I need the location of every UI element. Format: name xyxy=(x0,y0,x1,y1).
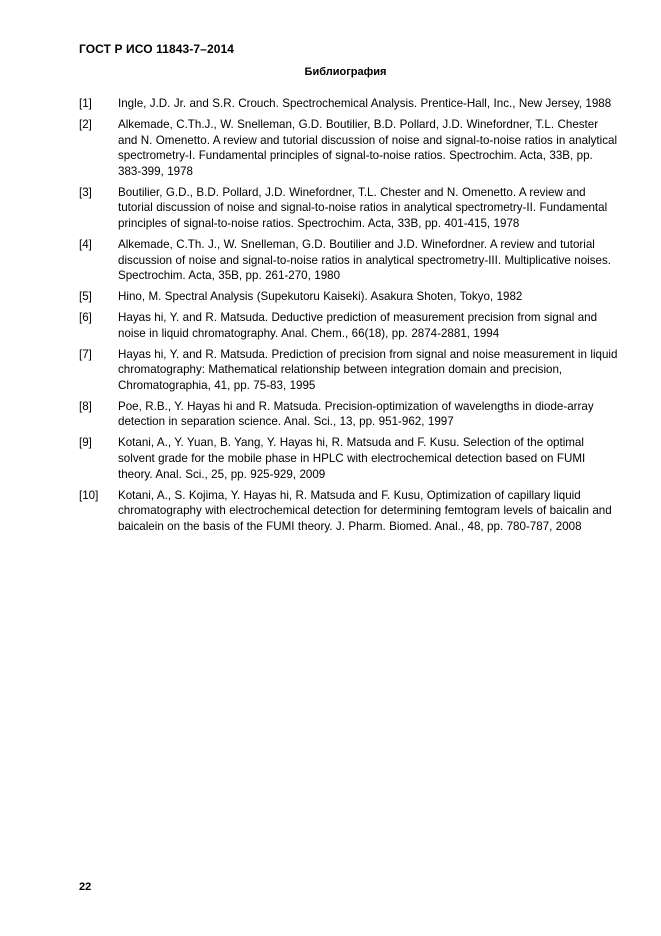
reference-item xyxy=(79,310,619,341)
reference-text: Hayas hi, Y. and R. Matsuda. Prediction of precision from signal and noise measurement in liquid chromatography: Mathematical relationship between integration domain and precision, Chromatographia, 41, pp. 75-83, 1995 xyxy=(118,347,618,392)
reference-number: [4] xyxy=(79,237,92,251)
page-number: 22 xyxy=(79,881,92,893)
reference-item xyxy=(79,488,619,535)
reference-text: Kotani, A., S. Kojima, Y. Hayas hi, R. Matsuda and F. Kusu, Optimization of capillary liquid chromatography with electrochemical detection for determining femtogram levels of baicalin and baicalein on the basis of the FUMI theory. J. Pharm. Biomed. Anal., 48, pp. 780-787, 2008 xyxy=(118,488,612,533)
reference-list xyxy=(79,96,619,540)
reference-item xyxy=(79,399,619,430)
reference-number: [6] xyxy=(79,311,92,325)
reference-number: [3] xyxy=(79,185,92,199)
reference-item xyxy=(79,435,619,482)
reference-text: Alkemade, C.Th. J., W. Snelleman, G.D. Boutilier and J.D. Winefordner. A review and tutorial discussion of noise and signal-to-noise ratios in analytical spectrometry-III. Multiplicative noises. Spectrochim. Acta, 35B, pp. 261-270, 1980 xyxy=(118,237,612,283)
reference-number: [7] xyxy=(79,347,92,361)
reference-number: [2] xyxy=(79,117,92,131)
reference-text: Poe, R.B., Y. Hayas hi and R. Matsuda. Precision-optimization of wavelengths in diode-array detection in separation science. Anal. Sci., 13, pp. 951-962, 1997 xyxy=(118,399,594,429)
reference-text: Kotani, A., Y. Yuan, B. Yang, Y. Hayas hi, R. Matsuda and F. Kusu. Selection of the optimal solvent grade for the mobile phase in HPLC with electrochemical detection based on FUMI theory. Anal. Sci., 25, pp. 925-929, 2009 xyxy=(118,436,586,481)
reference-number: [8] xyxy=(79,399,92,413)
reference-item xyxy=(79,185,619,232)
document-code: ГОСТ Р ИСО 11843-7–2014 xyxy=(79,42,235,56)
reference-number: [9] xyxy=(79,436,92,450)
reference-text: Boutilier, G.D., B.D. Pollard, J.D. Winefordner, T.L. Chester and N. Omenetto. A review and tutorial discussion of noise and signal-to-noise ratios in analytical spectrometry-II. Fundamental principles of signal-to-noise ratios. Spectrochim. Acta, 33B, pp. 401-415, 1978 xyxy=(118,185,608,230)
reference-item xyxy=(79,96,619,112)
bibliography-title: Библиография xyxy=(304,66,387,78)
reference-text: Ingle, J.D. Jr. and S.R. Crouch. Spectrochemical Analysis. Prentice-Hall, Inc., New Jersey, 1988 xyxy=(118,97,612,110)
reference-item xyxy=(79,289,619,305)
reference-number: [1] xyxy=(79,97,92,110)
reference-item xyxy=(79,117,619,179)
reference-number: [10] xyxy=(79,488,99,502)
reference-text: Hino, M. Spectral Analysis (Supekutoru Kaiseki). Asakura Shoten, Tokyo, 1982 xyxy=(118,290,523,304)
reference-text: Alkemade, C.Th.J., W. Snelleman, G.D. Boutilier, B.D. Pollard, J.D. Winefordner, T.L. Chester and N. Omenetto. A review and tutorial discussion of noise and signal-to-noise ratios in analytical spectrometry-I. Fundamental principles of signal-to-noise ratios. Spectrochim. Acta, 33B, pp. 383-399, 1978 xyxy=(118,117,618,178)
reference-item xyxy=(79,237,619,284)
reference-number: [5] xyxy=(79,290,92,304)
reference-item xyxy=(79,347,619,394)
reference-text: Hayas hi, Y. and R. Matsuda. Deductive prediction of measurement precision from signal and noise in liquid chromatography. Anal. Chem., 66(18), pp. 2874-2881, 1994 xyxy=(118,311,598,340)
